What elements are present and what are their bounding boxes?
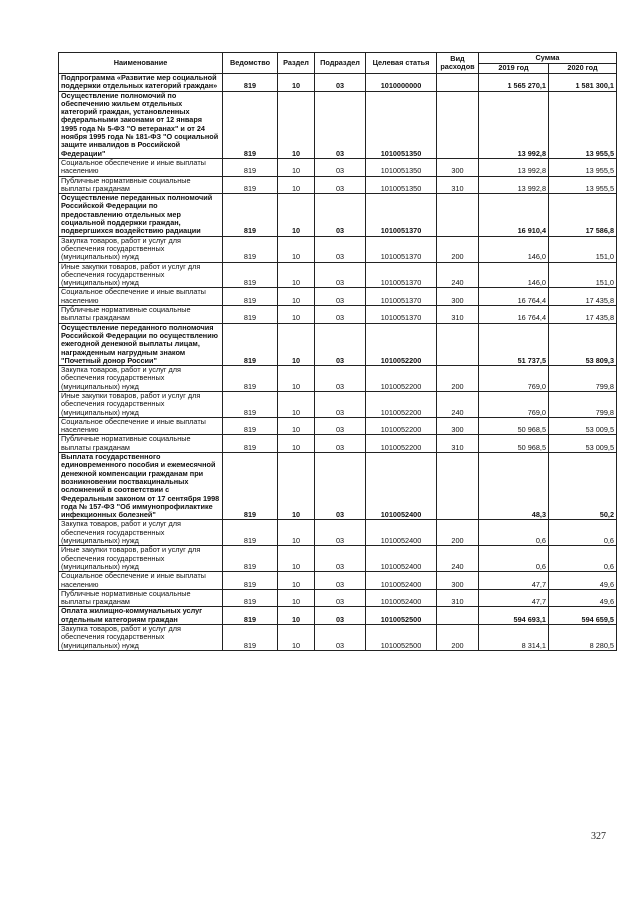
row-target: 1010052200	[366, 323, 437, 365]
row-name: Иные закупки товаров, работ и услуг для обеспечения государственных (муниципальных) нужд	[59, 391, 223, 417]
row-department: 819	[223, 306, 278, 324]
row-2020: 50,2	[549, 453, 617, 520]
header-sum: Сумма	[479, 53, 617, 64]
row-section: 10	[278, 366, 315, 392]
row-subsection: 03	[315, 453, 366, 520]
table-row	[59, 288, 617, 306]
row-section: 10	[278, 435, 315, 453]
header-2019: 2019 год	[479, 64, 549, 74]
row-section: 10	[278, 607, 315, 625]
row-section: 10	[278, 306, 315, 324]
row-2020: 53 009,5	[549, 417, 617, 435]
row-2019: 51 737,5	[479, 323, 549, 365]
row-subsection: 03	[315, 91, 366, 158]
row-section: 10	[278, 572, 315, 590]
row-section: 10	[278, 194, 315, 236]
row-name: Подпрограмма «Развитие мер социальной поддержки отдельных категорий граждан»	[59, 74, 223, 92]
header-expense: Вид расходов	[437, 53, 479, 74]
row-name: Закупка товаров, работ и услуг для обеспечения государственных (муниципальных) нужд	[59, 625, 223, 651]
table-row	[59, 435, 617, 453]
row-department: 819	[223, 262, 278, 288]
row-target: 1010051370	[366, 306, 437, 324]
row-target: 1010052500	[366, 607, 437, 625]
row-expense	[437, 323, 479, 365]
row-name: Социальное обеспечение и иные выплаты населению	[59, 417, 223, 435]
row-expense: 300	[437, 288, 479, 306]
row-target: 1010051370	[366, 236, 437, 262]
row-subsection: 03	[315, 366, 366, 392]
row-2020: 53 009,5	[549, 435, 617, 453]
row-subsection: 03	[315, 435, 366, 453]
table-row	[59, 262, 617, 288]
row-2020: 799,8	[549, 391, 617, 417]
row-department: 819	[223, 236, 278, 262]
row-name: Публичные нормативные социальные выплаты гражданам	[59, 589, 223, 607]
row-2019: 16 764,4	[479, 288, 549, 306]
row-subsection: 03	[315, 625, 366, 651]
row-section: 10	[278, 391, 315, 417]
row-department: 819	[223, 158, 278, 176]
row-department: 819	[223, 91, 278, 158]
row-expense: 310	[437, 589, 479, 607]
table-row	[59, 589, 617, 607]
row-subsection: 03	[315, 236, 366, 262]
row-expense: 200	[437, 520, 479, 546]
row-2020: 13 955,5	[549, 176, 617, 194]
row-subsection: 03	[315, 158, 366, 176]
row-department: 819	[223, 391, 278, 417]
row-section: 10	[278, 262, 315, 288]
row-section: 10	[278, 288, 315, 306]
row-2019: 50 968,5	[479, 417, 549, 435]
header-name: Наименование	[59, 53, 223, 74]
row-2020: 594 659,5	[549, 607, 617, 625]
row-name: Иные закупки товаров, работ и услуг для обеспечения государственных (муниципальных) нужд	[59, 262, 223, 288]
row-2019: 48,3	[479, 453, 549, 520]
row-2020: 0,6	[549, 520, 617, 546]
budget-table	[58, 52, 617, 651]
row-2020: 13 955,5	[549, 91, 617, 158]
table-row	[59, 91, 617, 158]
row-name: Социальное обеспечение и иные выплаты населению	[59, 158, 223, 176]
row-2019: 594 693,1	[479, 607, 549, 625]
row-section: 10	[278, 236, 315, 262]
row-name: Социальное обеспечение и иные выплаты населению	[59, 572, 223, 590]
row-department: 819	[223, 520, 278, 546]
row-expense: 240	[437, 262, 479, 288]
row-2020: 151,0	[549, 236, 617, 262]
row-section: 10	[278, 520, 315, 546]
row-department: 819	[223, 288, 278, 306]
table-row	[59, 572, 617, 590]
row-2019: 13 992,8	[479, 158, 549, 176]
row-2019: 0,6	[479, 520, 549, 546]
row-department: 819	[223, 625, 278, 651]
row-2020: 17 586,8	[549, 194, 617, 236]
row-2020: 8 280,5	[549, 625, 617, 651]
row-name: Публичные нормативные социальные выплаты гражданам	[59, 435, 223, 453]
row-2019: 13 992,8	[479, 176, 549, 194]
row-department: 819	[223, 607, 278, 625]
row-expense: 310	[437, 306, 479, 324]
table-body	[59, 74, 617, 651]
table-row	[59, 306, 617, 324]
row-expense: 200	[437, 366, 479, 392]
table-row	[59, 74, 617, 92]
row-name: Осуществление переданных полномочий Российской Федерации по предоставлению отдельных мер социальной поддержки граждан, подвергшихся воздействию радиации	[59, 194, 223, 236]
row-2019: 47,7	[479, 572, 549, 590]
table-row	[59, 520, 617, 546]
row-2020: 53 809,3	[549, 323, 617, 365]
table-row	[59, 453, 617, 520]
row-name: Закупка товаров, работ и услуг для обеспечения государственных (муниципальных) нужд	[59, 520, 223, 546]
row-section: 10	[278, 158, 315, 176]
row-2019: 13 992,8	[479, 91, 549, 158]
row-expense	[437, 74, 479, 92]
row-2020: 1 581 300,1	[549, 74, 617, 92]
row-subsection: 03	[315, 323, 366, 365]
row-department: 819	[223, 589, 278, 607]
row-target: 1010052200	[366, 417, 437, 435]
row-subsection: 03	[315, 176, 366, 194]
row-department: 819	[223, 417, 278, 435]
table-row	[59, 366, 617, 392]
row-target: 1010052400	[366, 453, 437, 520]
row-2020: 49,6	[549, 572, 617, 590]
row-target: 1010051350	[366, 91, 437, 158]
table-row	[59, 417, 617, 435]
row-2019: 769,0	[479, 391, 549, 417]
row-department: 819	[223, 435, 278, 453]
row-subsection: 03	[315, 74, 366, 92]
row-2019: 16 910,4	[479, 194, 549, 236]
row-department: 819	[223, 74, 278, 92]
row-subsection: 03	[315, 194, 366, 236]
row-expense: 300	[437, 158, 479, 176]
row-expense	[437, 453, 479, 520]
header-section: Раздел	[278, 53, 315, 74]
row-section: 10	[278, 589, 315, 607]
row-department: 819	[223, 546, 278, 572]
table-row	[59, 158, 617, 176]
row-target: 1010051370	[366, 194, 437, 236]
row-subsection: 03	[315, 520, 366, 546]
row-expense: 300	[437, 417, 479, 435]
row-name: Осуществление полномочий по обеспечению жильем отдельных категорий граждан, установленных федеральными законами от 12 января 1995 года № 5-ФЗ "О ветеранах" и от 24 ноября 1995 года № 181-ФЗ "О социальной защите инвалидов в Российской Федерации"	[59, 91, 223, 158]
row-department: 819	[223, 366, 278, 392]
row-subsection: 03	[315, 306, 366, 324]
row-2020: 13 955,5	[549, 158, 617, 176]
row-2019: 146,0	[479, 262, 549, 288]
table-row	[59, 323, 617, 365]
table-row	[59, 176, 617, 194]
row-2020: 17 435,8	[549, 288, 617, 306]
row-name: Закупка товаров, работ и услуг для обеспечения государственных (муниципальных) нужд	[59, 366, 223, 392]
row-subsection: 03	[315, 546, 366, 572]
row-expense: 310	[437, 176, 479, 194]
row-section: 10	[278, 453, 315, 520]
row-section: 10	[278, 74, 315, 92]
row-2020: 151,0	[549, 262, 617, 288]
row-name: Оплата жилищно-коммунальных услуг отдельным категориям граждан	[59, 607, 223, 625]
row-target: 1010052400	[366, 589, 437, 607]
row-expense: 300	[437, 572, 479, 590]
row-2019: 1 565 270,1	[479, 74, 549, 92]
row-section: 10	[278, 625, 315, 651]
row-2020: 49,6	[549, 589, 617, 607]
row-department: 819	[223, 176, 278, 194]
row-2019: 769,0	[479, 366, 549, 392]
row-name: Осуществление переданного полномочия Российской Федерации по осуществлению ежегодной денежной выплаты лицам, награжденным нагрудным знаком "Почетный донор России"	[59, 323, 223, 365]
row-target: 1010000000	[366, 74, 437, 92]
row-target: 1010051350	[366, 176, 437, 194]
row-target: 1010052400	[366, 546, 437, 572]
row-target: 1010052200	[366, 435, 437, 453]
row-department: 819	[223, 194, 278, 236]
row-subsection: 03	[315, 417, 366, 435]
row-name: Иные закупки товаров, работ и услуг для обеспечения государственных (муниципальных) нужд	[59, 546, 223, 572]
row-subsection: 03	[315, 262, 366, 288]
table-row	[59, 236, 617, 262]
row-2020: 0,6	[549, 546, 617, 572]
row-name: Публичные нормативные социальные выплаты гражданам	[59, 306, 223, 324]
row-target: 1010052200	[366, 391, 437, 417]
row-2020: 17 435,8	[549, 306, 617, 324]
table-row	[59, 391, 617, 417]
header-2020: 2020 год	[549, 64, 617, 74]
row-name: Закупка товаров, работ и услуг для обеспечения государственных (муниципальных) нужд	[59, 236, 223, 262]
row-section: 10	[278, 546, 315, 572]
row-subsection: 03	[315, 572, 366, 590]
row-department: 819	[223, 453, 278, 520]
row-2019: 16 764,4	[479, 306, 549, 324]
row-expense: 240	[437, 391, 479, 417]
row-target: 1010051370	[366, 262, 437, 288]
table-row	[59, 546, 617, 572]
row-target: 1010052400	[366, 520, 437, 546]
row-2019: 8 314,1	[479, 625, 549, 651]
row-expense: 310	[437, 435, 479, 453]
row-subsection: 03	[315, 607, 366, 625]
row-2019: 0,6	[479, 546, 549, 572]
page-number: 327	[591, 831, 606, 842]
row-section: 10	[278, 417, 315, 435]
row-expense	[437, 194, 479, 236]
table-row	[59, 625, 617, 651]
row-target: 1010051370	[366, 288, 437, 306]
row-2020: 799,8	[549, 366, 617, 392]
row-subsection: 03	[315, 391, 366, 417]
row-expense: 240	[437, 546, 479, 572]
row-subsection: 03	[315, 589, 366, 607]
table-row	[59, 607, 617, 625]
row-section: 10	[278, 323, 315, 365]
row-expense	[437, 607, 479, 625]
row-target: 1010052200	[366, 366, 437, 392]
row-target: 1010051350	[366, 158, 437, 176]
row-expense: 200	[437, 625, 479, 651]
row-name: Социальное обеспечение и иные выплаты населению	[59, 288, 223, 306]
row-expense	[437, 91, 479, 158]
header-target: Целевая статья	[366, 53, 437, 74]
row-2019: 47,7	[479, 589, 549, 607]
header-department: Ведомство	[223, 53, 278, 74]
header-subsection: Подраздел	[315, 53, 366, 74]
row-name: Выплата государственного единовременного пособия и ежемесячной денежной компенсации гражданам при возникновении поствакцинальных осложнений в соответствии с Федеральным законом от 17 сентября 1998 года № 157-ФЗ "Об иммунопрофилактике инфекционных болезней"	[59, 453, 223, 520]
row-2019: 146,0	[479, 236, 549, 262]
row-department: 819	[223, 572, 278, 590]
row-target: 1010052400	[366, 572, 437, 590]
row-section: 10	[278, 176, 315, 194]
row-section: 10	[278, 91, 315, 158]
row-name: Публичные нормативные социальные выплаты гражданам	[59, 176, 223, 194]
row-2019: 50 968,5	[479, 435, 549, 453]
table-row	[59, 194, 617, 236]
row-target: 1010052500	[366, 625, 437, 651]
row-subsection: 03	[315, 288, 366, 306]
row-department: 819	[223, 323, 278, 365]
row-expense: 200	[437, 236, 479, 262]
